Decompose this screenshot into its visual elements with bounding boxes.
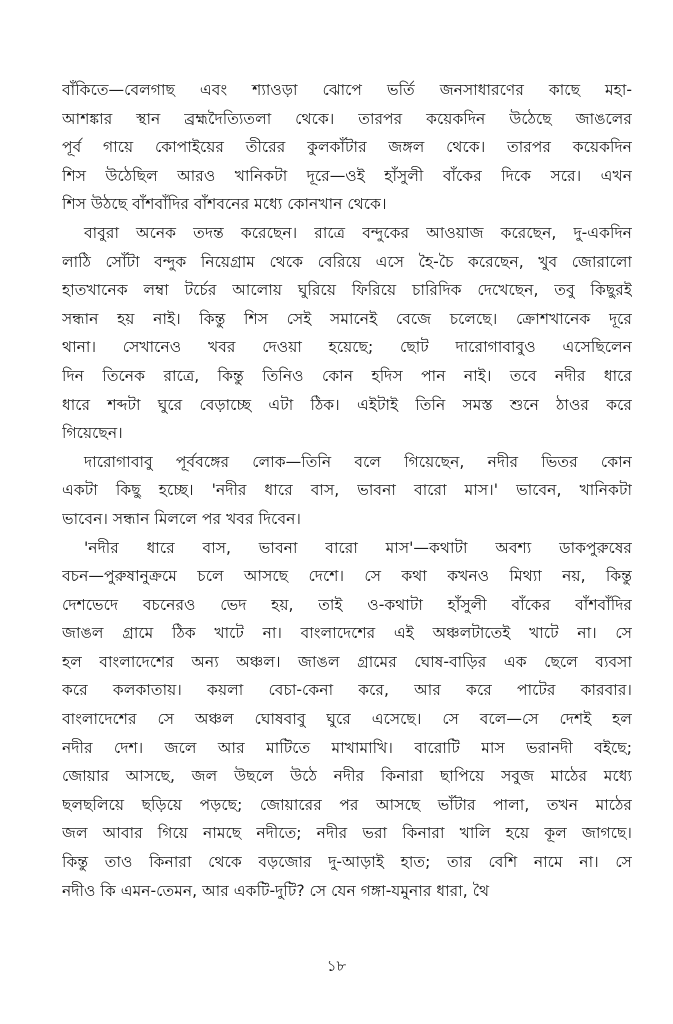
text-line: দারোগাবাবু পূর্ববঙ্গের লোক—তিনি বলে গিয়েছেন, নদীর ভিতর কোন — [84, 452, 632, 471]
text-line: গিয়েছেন। — [62, 424, 123, 443]
text-line: পূর্ব গায়ে কোপাইয়ের তীরের কুলকাঁটার জঙ্গল থেকে। তারপর কয়েকদিন — [62, 138, 632, 157]
text-line: হল বাংলাদেশের অন্য অঞ্চল। জাঙল গ্রামের ঘোষ-বাড়ির এক ছেলে ব্যবসা — [62, 652, 632, 671]
text-line: বচন—পুরুষানুক্রমে চলে আসছে দেশে। সে কথা কখনও মিথ্যা নয়, কিন্তু — [62, 567, 632, 586]
text-line: থানা। সেখানেও খবর দেওয়া হয়েছে; ছোট দারোগাবাবুও এসেছিলেন — [62, 338, 632, 357]
text-line: একটা কিছু হচ্ছে। 'নদীর ধারে বাস, ভাবনা বারো মাস।' ভাবেন, খানিকটা — [62, 481, 632, 500]
text-line: শিস উঠেছিল আরও খানিকটা দূরে—ওই হাঁসুলী বাঁকের দিকে সরে। এখন — [62, 166, 632, 185]
paragraph — [62, 219, 632, 448]
text-line: করে কলকাতায়। কয়লা বেচা-কেনা করে, আর করে পাটের কারবার। — [62, 681, 632, 700]
text-line: নদীর দেশ। জলে আর মাটিতে মাখামাখি। বারোটি মাস ভরানদী বইছে; — [62, 738, 632, 757]
text-line: ভাবেন। সন্ধান মিললে পর খবর দিবেন। — [62, 509, 302, 528]
text-line: বাংলাদেশের সে অঞ্চল ঘোষবাবু ঘুরে এসেছে। সে বলে—সে দেশই হল — [62, 710, 632, 729]
text-line: হাতখানেক লম্বা টর্চের আলোয় ঘুরিয়ে ফিরিয়ে চারিদিক দেখেছেন, তবু কিছুরই — [62, 281, 632, 300]
paragraph — [62, 448, 632, 534]
text-line: জাঙল গ্রামে ঠিক খাটে না। বাংলাদেশের এই অঞ্চলটাতেই খাটে না। সে — [62, 624, 632, 643]
text-line: ধারে শব্দটা ঘুরে বেড়াচ্ছে এটা ঠিক। এইটাই তিনি সমস্ত শুনে ঠাওর করে — [62, 395, 632, 414]
text-line: বাঁকিতে—বেলগাছ এবং শ্যাওড়া ঝোপে ভর্তি জনসাধারণের কাছে মহা- — [62, 81, 632, 99]
text-line: কিন্তু তাও কিনারা থেকে বড়জোর দু-আড়াই হাত; তার বেশি নামে না। সে — [62, 853, 632, 872]
body-text — [62, 76, 632, 905]
text-line: জল আবার গিয়ে নামছে নদীতে; নদীর ভরা কিনারা খালি হয়ে কূল জাগছে। — [62, 824, 632, 843]
text-line: লাঠি সোঁটা বন্দুক নিয়েগ্রাম থেকে বেরিয়ে এসে হৈ-চৈ করেছেন, খুব জোরালো — [62, 252, 632, 271]
text-line: দিন তিনেক রাত্রে, কিন্তু তিনিও কোন হদিস পান নাই। তবে নদীর ধারে — [62, 366, 632, 385]
text-line: আশঙ্কার স্থান ব্রহ্মদৈত্যিতলা থেকে। তারপর কয়েকদিন উঠেছে জাঙলের — [62, 109, 632, 128]
text-line: জোয়ার আসছে, জল উছলে উঠে নদীর কিনারা ছাপিয়ে সবুজ মাঠের মধ্যে — [62, 767, 632, 786]
text-line: শিস উঠছে বাঁশবাঁদির বাঁশবনের মধ্যে কোনখান থেকে। — [62, 195, 387, 214]
text-line: সন্ধান হয় নাই। কিন্তু শিস সেই সমানেই বেজে চলেছে। ক্রোশখানেক দূরে — [62, 309, 632, 328]
text-line: বাবুরা অনেক তদন্ত করেছেন। রাত্রে বন্দুকের আওয়াজ করেছেন, দু-একদিন — [84, 223, 632, 242]
text-line: 'নদীর ধারে বাস, ভাবনা বারো মাস'—কথাটা অবশ্য ডাকপুরুষের — [84, 538, 632, 557]
text-line: ছলছলিয়ে ছড়িয়ে পড়ছে; জোয়ারের পর আসছে ভাঁটার পালা, তখন মাঠের — [62, 795, 632, 814]
text-line: দেশভেদে বচনেরও ভেদ হয়, তাই ও-কথাটা হাঁসুলী বাঁকের বাঁশবাঁদির — [62, 595, 632, 614]
page-number: ১৮ — [326, 957, 347, 975]
text-line: নদীও কি এমন-তেমন, আর একটি-দুটি? সে যেন গঙ্গা-যমুনার ধারা, থৈ — [62, 881, 490, 900]
paragraph — [62, 76, 632, 219]
paragraph — [62, 534, 632, 906]
